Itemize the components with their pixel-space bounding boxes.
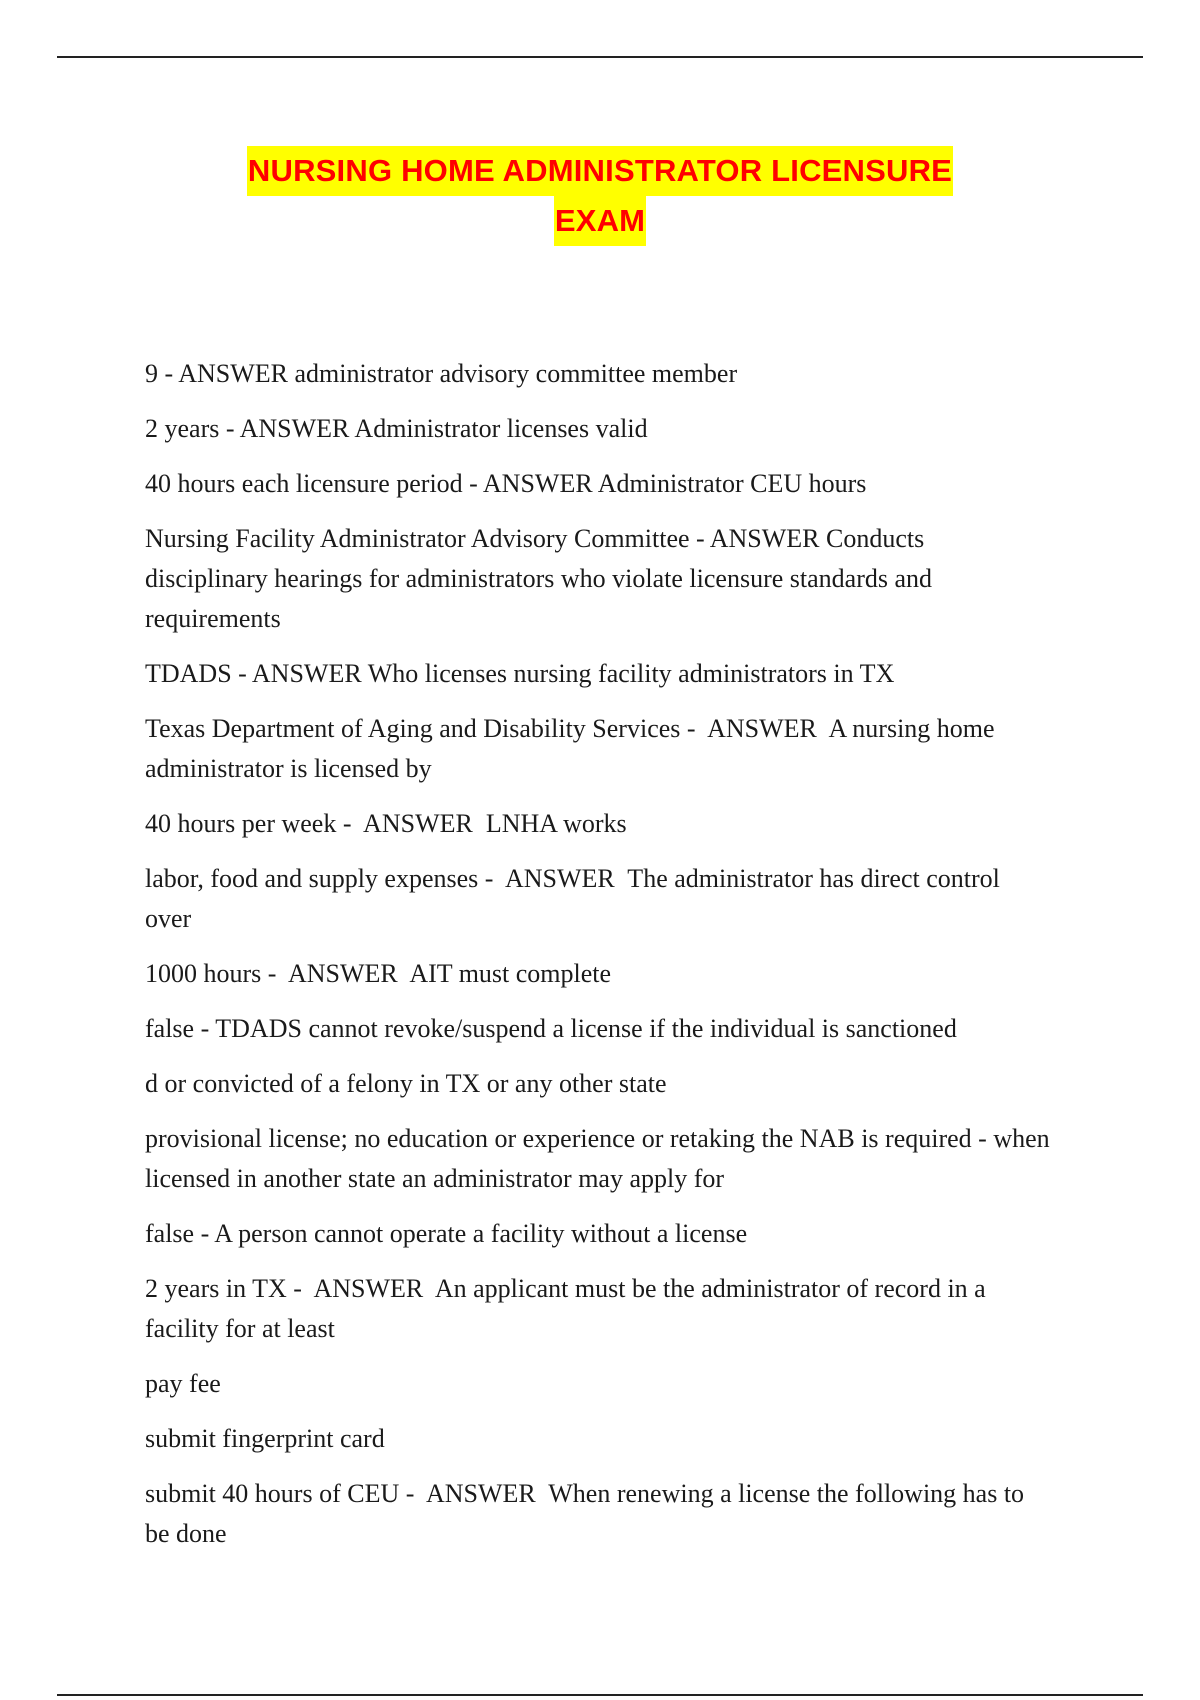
qa-list xyxy=(145,354,1057,1569)
qa-item: 9 - ANSWER administrator advisory committee member xyxy=(145,359,738,388)
title-line-1: NURSING HOME ADMINISTRATOR LICENSURE xyxy=(247,146,953,196)
qa-item: Texas Department of Aging and Disability Services - ANSWER A nursing home administrator is licensed by xyxy=(145,714,1002,783)
qa-item: d or convicted of a felony in TX or any other state xyxy=(145,1069,667,1098)
qa-item: 2 years - ANSWER Administrator licenses valid xyxy=(145,414,648,443)
qa-item: 40 hours per week - ANSWER LNHA works xyxy=(145,809,627,838)
qa-item: 1000 hours - ANSWER AIT must complete xyxy=(145,959,612,988)
qa-item: pay fee xyxy=(145,1369,221,1398)
bottom-rule xyxy=(57,1694,1143,1696)
qa-item: 2 years in TX - ANSWER An applicant must be the administrator of record in a facility for at least xyxy=(145,1274,993,1343)
qa-item: false - TDADS cannot revoke/suspend a license if the individual is sanctioned xyxy=(145,1014,957,1043)
qa-item: submit fingerprint card xyxy=(145,1424,385,1453)
top-rule xyxy=(57,56,1143,58)
qa-item: false - A person cannot operate a facility without a license xyxy=(145,1219,748,1248)
title-line-2: EXAM xyxy=(554,196,646,246)
qa-item: labor, food and supply expenses - ANSWER The administrator has direct control over xyxy=(145,864,1007,933)
qa-item: Nursing Facility Administrator Advisory Committee - ANSWER Conducts disciplinary hearings for administrators who violate licensure standards and requirements xyxy=(145,524,939,633)
qa-item: 40 hours each licensure period - ANSWER Administrator CEU hours xyxy=(145,469,867,498)
qa-item: provisional license; no education or experience or retaking the NAB is required - when licensed in another state an administrator may apply for xyxy=(145,1124,1057,1193)
qa-item: TDADS - ANSWER Who licenses nursing facility administrators in TX xyxy=(145,659,895,688)
document-title xyxy=(0,146,1200,246)
qa-item: submit 40 hours of CEU - ANSWER When renewing a license the following has to be done xyxy=(145,1479,1031,1548)
